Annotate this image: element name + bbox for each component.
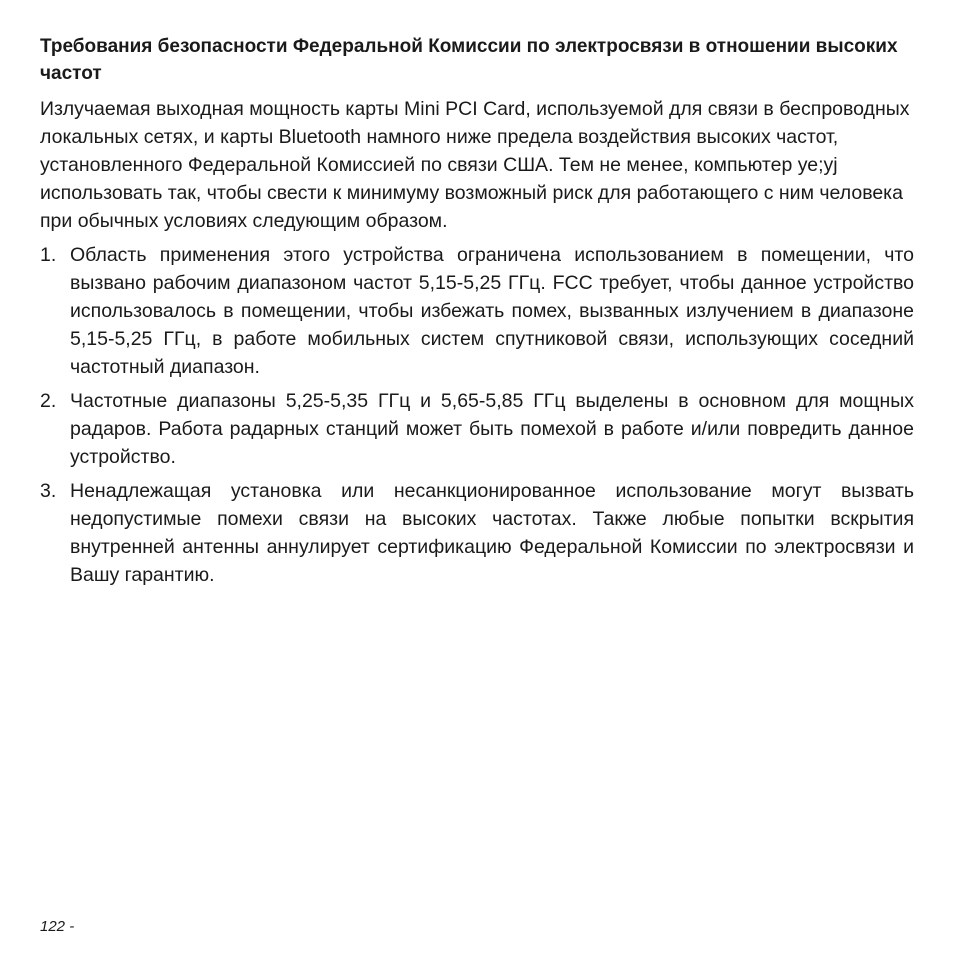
list-item — [40, 241, 914, 381]
list-item-number: 1. — [40, 244, 57, 266]
list-item — [40, 477, 914, 589]
section-heading: Требования безопасности Федеральной Комиссии по электросвязи в отношении высоких частот — [40, 36, 898, 84]
numbered-list — [40, 241, 914, 589]
page-content — [40, 33, 914, 595]
list-item-text: Ненадлежащая установка или несанкционированное использование могут вызвать недопустимые помехи связи на высоких частотах. Также любые попытки вскрытия внутренней антенны аннулирует сертификацию Федеральной Комиссии по электросвязи и Вашу гарантию. — [70, 480, 914, 586]
list-item — [40, 387, 914, 471]
list-item-text: Область применения этого устройства ограничена использованием в помещении, что вызвано рабочим диапазоном частот 5,15-5,25 ГГц. FCC требует, чтобы данное устройство использовалось в помещении, чтобы избежать помех, вызванных излучением в диапазоне 5,15-5,25 ГГц, в работе мобильных систем спутниковой связи, использующих соседний частотный диапазон. — [70, 244, 914, 378]
list-item-text: Частотные диапазоны 5,25-5,35 ГГц и 5,65-5,85 ГГц выделены в основном для мощных радаров. Работа радарных станций может быть помехой в работе и/или повредить данное устройство. — [70, 390, 914, 468]
page-number: 122 - — [40, 918, 75, 935]
list-item-number: 2. — [40, 390, 57, 412]
intro-paragraph: Излучаемая выходная мощность карты Mini PCI Card, используемой для связи в беспроводных локальных сетях, и карты Bluetooth намного ниже предела воздействия высоких частот, установленного Федеральной Комиссией по связи США. Тем не менее, компьютер уе;уj использовать так, чтобы свести к минимуму возможный риск для работающего с ним человека при обычных условиях следующим образом. — [40, 98, 910, 232]
list-item-number: 3. — [40, 480, 57, 502]
